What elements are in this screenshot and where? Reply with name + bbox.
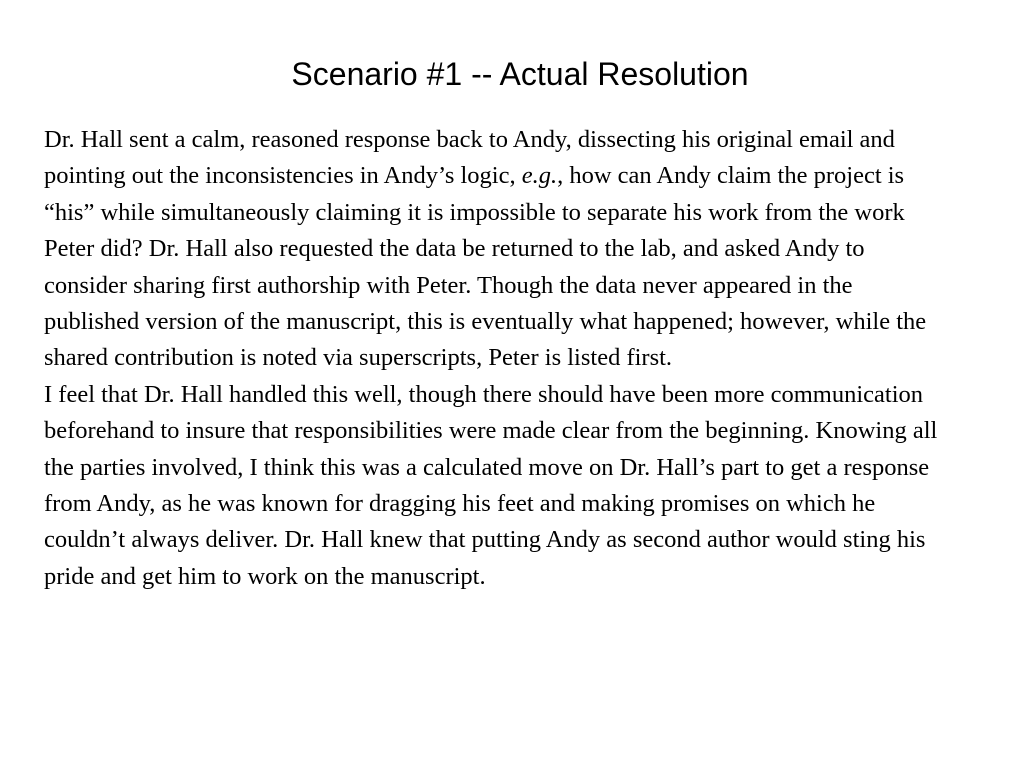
paragraph-resolution-text-end: , how can Andy claim the project is “his” while simultaneously claiming it is impossible to separate his work from the work Peter did? Dr. Hall also requested the data be returned to the lab, and asked Andy to consider sharing first authorship with Peter. Though the data never appeared in the published version of the manuscript, this is eventually what happened; however, while the shared contribution is noted via superscripts, Peter is listed first.: [44, 162, 927, 372]
paragraph-opinion: I feel that Dr. Hall handled this well, though there should have been more communication beforehand to insure that responsibilities were made clear from the beginning. Knowing all the parties involved, I think this was a calculated move on Dr. Hall’s part to get a response from Andy, as he was known for dragging his feet and making promises on which he couldn’t always deliver. Dr. Hall knew that putting Andy as second author would sting his pride and get him to work on the manuscript.: [44, 380, 938, 590]
paragraph-resolution-italic-eg: e.g.: [521, 162, 558, 190]
paragraph-resolution-text-start: Dr. Hall sent a calm, reasoned response back to Andy, dissecting his original email and pointing out the inconsistencies in Andy’s logic,: [44, 126, 895, 190]
paragraph-resolution: [44, 122, 944, 377]
slide-body: [44, 122, 944, 595]
slide-title: Scenario #1 -- Actual Resolution: [291, 56, 749, 92]
